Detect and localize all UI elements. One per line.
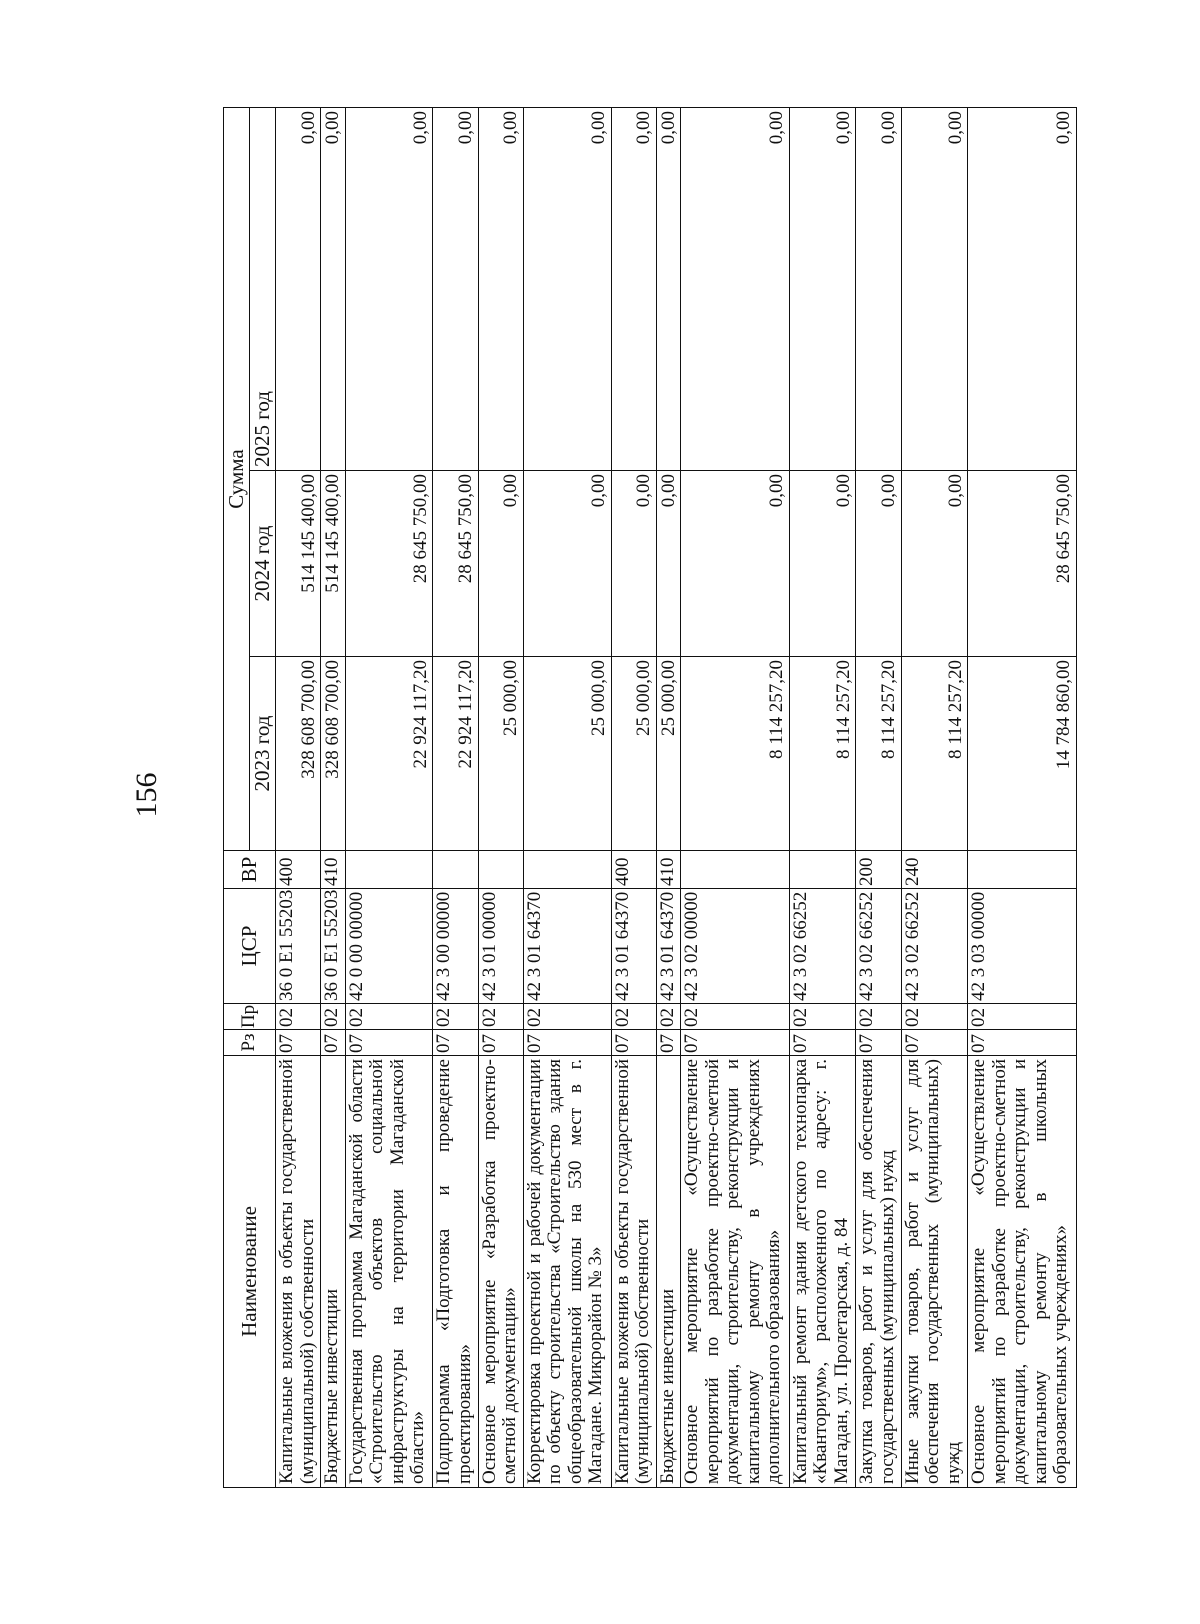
row-2023: 14 784 860,00 [968,657,1077,851]
row-vr [681,851,790,889]
row-2024: 0,00 [856,471,901,657]
row-csr: 42 3 03 00000 [968,889,1077,1004]
row-rz: 07 [433,1030,478,1056]
row-2024: 514 145 400,00 [276,471,321,657]
row-pr: 02 [789,1004,855,1030]
table-row [345,108,433,1488]
table-row [656,108,680,1488]
row-vr: 200 [856,851,901,889]
row-2025: 0,00 [478,108,523,471]
row-vr [433,851,478,889]
row-name: Основное мероприятие «Осуществление мероприятий по разработке проектно-сметной документации, строительству, реконструкции и капитальному ремонту в учреждениях дополнительного образования» [681,1056,790,1488]
row-2024: 28 645 750,00 [345,471,433,657]
table-row [611,108,656,1488]
row-name: Бюджетные инвестиции [321,1056,345,1488]
row-pr: 02 [901,1004,967,1030]
row-name: Капитальные вложения в объекты государственной (муниципальной) собственности [611,1056,656,1488]
row-2023: 8 114 257,20 [856,657,901,851]
row-csr: 42 3 02 66252 [789,889,855,1004]
header-2025: 2025 год [250,108,276,471]
header-vr: ВР [224,851,276,889]
row-name: Подпрограмма «Подготовка и проведение проектирования» [433,1056,478,1488]
row-2024: 0,00 [901,471,967,657]
header-csr: ЦСР [224,889,276,1004]
row-2025: 0,00 [901,108,967,471]
row-2023: 8 114 257,20 [681,657,790,851]
row-2024: 28 645 750,00 [968,471,1077,657]
row-pr: 02 [321,1004,345,1030]
row-name: Иные закупки товаров, работ и услуг для обеспечения государственных (муниципальных) нужд [901,1056,967,1488]
row-csr: 42 3 02 66252 [901,889,967,1004]
row-2023: 25 000,00 [611,657,656,851]
row-csr: 42 3 01 64370 [611,889,656,1004]
row-pr: 02 [345,1004,433,1030]
row-name: Основное мероприятие «Разработка проектно-сметной документации» [478,1056,523,1488]
row-2023: 25 000,00 [478,657,523,851]
row-rz: 07 [656,1030,680,1056]
header-name: Наименование [224,1056,276,1488]
row-2025: 0,00 [856,108,901,471]
row-2023: 328 608 700,00 [276,657,321,851]
row-rz: 07 [789,1030,855,1056]
row-name: Основное мероприятие «Осуществление мероприятий по разработке проектно-сметной документации, строительству, реконструкции и капитальному ремонту в школьных образовательных учреждениях» [968,1056,1077,1488]
row-vr: 400 [276,851,321,889]
row-name: Корректировка проектной и рабочей документации по объекту строительства «Строительство здания общеобразовательной школы на 530 мест в г. Магадане. Микрорайон № 3» [523,1056,611,1488]
row-2024: 28 645 750,00 [433,471,478,657]
row-csr: 36 0 E1 55203 [321,889,345,1004]
row-2024: 0,00 [611,471,656,657]
row-pr: 02 [276,1004,321,1030]
row-2025: 0,00 [656,108,680,471]
row-2025: 0,00 [276,108,321,471]
table-row [478,108,523,1488]
header-2023: 2023 год [250,657,276,851]
row-rz: 07 [478,1030,523,1056]
table-row [968,108,1077,1488]
row-vr [789,851,855,889]
row-2024: 0,00 [789,471,855,657]
row-csr: 36 0 E1 55203 [276,889,321,1004]
row-csr: 42 3 02 66252 [856,889,901,1004]
row-rz: 07 [856,1030,901,1056]
row-rz: 07 [611,1030,656,1056]
row-pr: 02 [478,1004,523,1030]
row-vr: 410 [321,851,345,889]
row-pr: 02 [523,1004,611,1030]
row-2025: 0,00 [681,108,790,471]
table-row [856,108,901,1488]
row-csr: 42 0 00 00000 [345,889,433,1004]
table-row [523,108,611,1488]
row-name: Закупка товаров, работ и услуг для обеспечения государственных (муниципальных) нужд [856,1056,901,1488]
row-csr: 42 3 00 00000 [433,889,478,1004]
row-name: Капитальные вложения в объекты государственной (муниципальной) собственности [276,1056,321,1488]
row-2024: 0,00 [478,471,523,657]
row-pr: 02 [611,1004,656,1030]
row-2023: 8 114 257,20 [789,657,855,851]
row-2023: 328 608 700,00 [321,657,345,851]
header-pr: Пр [224,1004,276,1030]
table-row [276,108,321,1488]
row-rz: 07 [523,1030,611,1056]
row-pr: 02 [656,1004,680,1030]
row-2024: 514 145 400,00 [321,471,345,657]
header-summa: Сумма [224,108,250,851]
row-name: Бюджетные инвестиции [656,1056,680,1488]
header-2024: 2024 год [250,471,276,657]
row-2024: 0,00 [681,471,790,657]
row-2025: 0,00 [345,108,433,471]
row-csr: 42 3 02 00000 [681,889,790,1004]
row-2023: 22 924 117,20 [345,657,433,851]
row-vr [478,851,523,889]
row-rz: 07 [681,1030,790,1056]
row-csr: 42 3 01 00000 [478,889,523,1004]
header-rz: Рз [224,1030,276,1056]
row-vr: 240 [901,851,967,889]
table-row [321,108,345,1488]
table-row [433,108,478,1488]
row-2024: 0,00 [523,471,611,657]
row-2023: 22 924 117,20 [433,657,478,851]
row-pr: 02 [856,1004,901,1030]
row-name: Капитальный ремонт здания детского технопарка «Кванториум», расположенного по адресу: г. Магадан, ул. Пролетарская, д. 84 [789,1056,855,1488]
row-rz: 07 [968,1030,1077,1056]
row-pr: 02 [968,1004,1077,1030]
table-row [901,108,967,1488]
row-rz: 07 [901,1030,967,1056]
row-2025: 0,00 [433,108,478,471]
row-rz: 07 [345,1030,433,1056]
row-2025: 0,00 [523,108,611,471]
row-2023: 25 000,00 [656,657,680,851]
row-pr: 02 [681,1004,790,1030]
page-number: 156 [130,772,163,818]
row-rz: 07 [276,1030,321,1056]
row-vr [968,851,1077,889]
row-2024: 0,00 [656,471,680,657]
row-vr: 410 [656,851,680,889]
row-2023: 8 114 257,20 [901,657,967,851]
row-csr: 42 3 01 64370 [523,889,611,1004]
row-rz: 07 [321,1030,345,1056]
row-vr [523,851,611,889]
row-csr: 42 3 01 64370 [656,889,680,1004]
row-2025: 0,00 [321,108,345,471]
table-header [224,108,276,1488]
table-body [276,108,1077,1488]
row-2025: 0,00 [968,108,1077,471]
rotated-table-container [223,108,1077,1488]
row-2023: 25 000,00 [523,657,611,851]
budget-table [223,107,1077,1488]
row-pr: 02 [433,1004,478,1030]
row-vr: 400 [611,851,656,889]
table-row [681,108,790,1488]
table-row [789,108,855,1488]
row-2025: 0,00 [611,108,656,471]
row-vr [345,851,433,889]
row-2025: 0,00 [789,108,855,471]
row-name: Государственная программа Магаданской области «Строительство объектов социальной инфраструктуры на территории Магаданской области» [345,1056,433,1488]
